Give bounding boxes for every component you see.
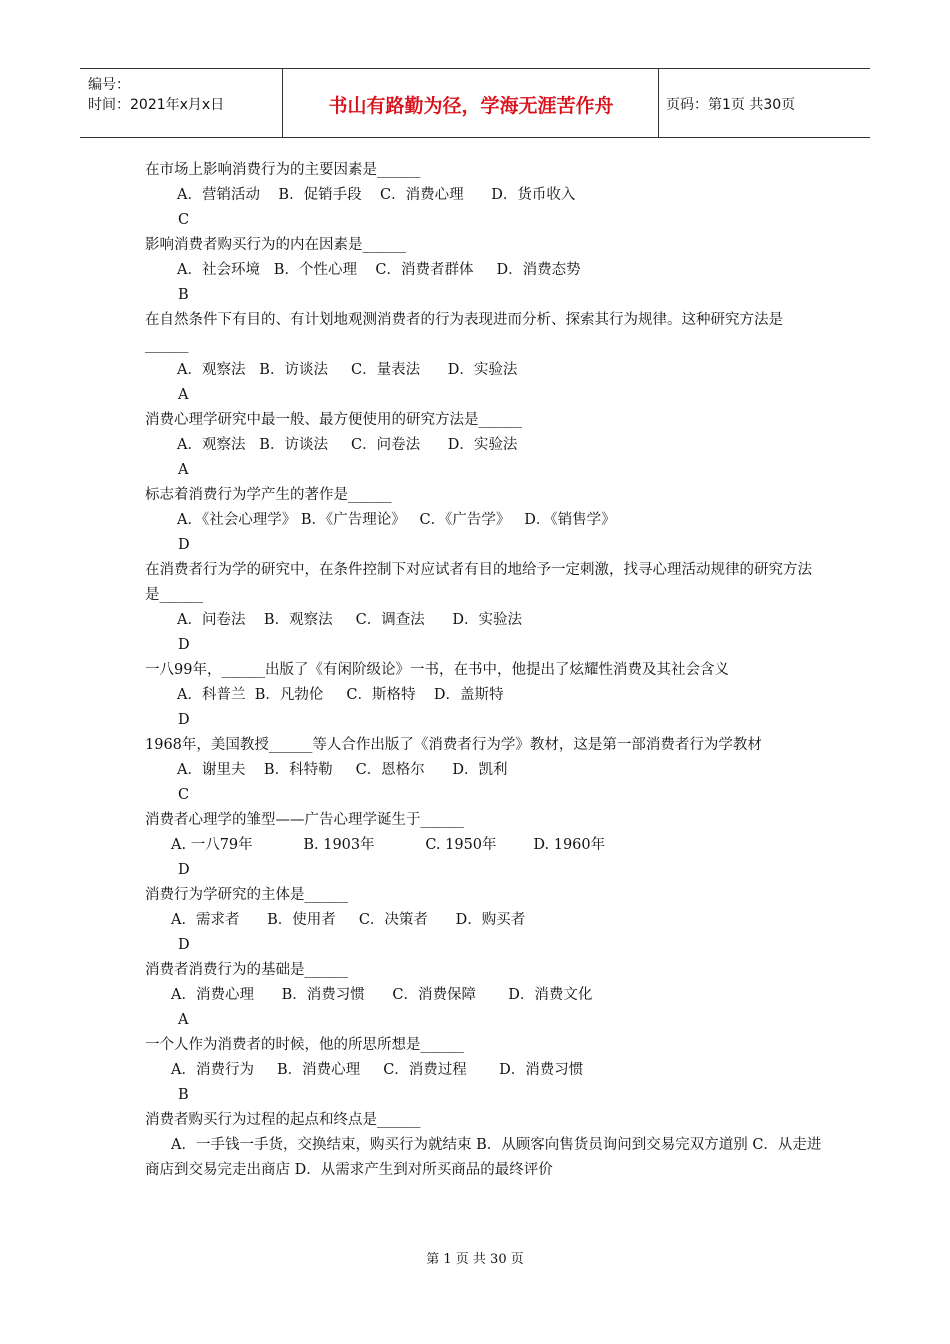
question-options: A．观察法 B．访谈法 C．量表法 D．实验法 <box>177 362 518 378</box>
code-label: 编号： <box>88 77 130 93</box>
page-footer: 第 1 页 共 30 页 <box>426 1252 524 1267</box>
question-item <box>145 658 825 733</box>
question-options: A．问卷法 B．观察法 C．调查法 D．实验法 <box>177 612 522 628</box>
question-item <box>145 883 825 958</box>
question-item <box>145 408 825 483</box>
question-text: 影响消费者购买行为的内在因素是______ <box>145 237 406 253</box>
answer-key: D <box>178 537 190 553</box>
question-options: A．谢里夫 B．科特勒 C．恩格尔 D．凯利 <box>177 762 508 778</box>
question-text: 消费心理学研究中最一般、最方便使用的研究方法是______ <box>145 412 522 428</box>
answer-key: B <box>178 287 189 303</box>
question-text: 消费行为学研究的主体是______ <box>145 887 348 903</box>
question-options: A. 一八79年 B. 1903年 C. 1950年 D. 1960年 <box>171 837 606 853</box>
question-item <box>145 558 825 658</box>
question-options: A．一手钱一手货，交换结束，购买行为就结束 B．从顾客向售货员询问到交易完双方道别 C．从走进商店到交易完走出商店 D．从需求产生到对所买商品的最终评价 <box>145 1137 822 1178</box>
answer-key: D <box>178 637 190 653</box>
header-page-info: 页码：第1页 共30页 <box>666 97 796 113</box>
question-text: 在消费者行为学的研究中，在条件控制下对应试者有目的地给予一定刺激，找寻心理活动规律的研究方法是______ <box>145 562 812 603</box>
question-list <box>145 158 825 1183</box>
answer-key: B <box>178 1087 189 1103</box>
answer-key: D <box>178 937 190 953</box>
answer-key: C <box>178 787 190 803</box>
answer-key: A <box>178 387 189 403</box>
question-options: A．《社会心理学》 B．《广告理论》 C．《广告学》 D．《销售学》 <box>177 512 616 528</box>
question-text: 1968年，美国教授______等人合作出版了《消费者行为学》教材，这是第一部消费者行为学教材 <box>145 737 762 753</box>
question-options: A．观察法 B．访谈法 C．问卷法 D．实验法 <box>177 437 518 453</box>
question-item <box>145 1033 825 1108</box>
question-text: 一八99年，______出版了《有闲阶级论》一书，在书中，他提出了炫耀性消费及其社会含义 <box>145 662 729 678</box>
question-options: A．营销活动 B．促销手段 C．消费心理 D．货币收入 <box>177 187 576 203</box>
question-item <box>145 808 825 883</box>
question-item <box>145 158 825 233</box>
question-text: 在市场上影响消费行为的主要因素是______ <box>145 162 421 178</box>
answer-key: A <box>178 1012 189 1028</box>
question-options: A．科普兰 B．凡勃伦 C．斯格特 D．盖斯特 <box>177 687 504 703</box>
answer-key: C <box>178 212 190 228</box>
header-divider <box>282 69 283 137</box>
answer-key: A <box>178 462 189 478</box>
header-divider <box>658 69 659 137</box>
question-options: A．需求者 B．使用者 C．决策者 D．购买者 <box>171 912 526 928</box>
question-options: A．社会环境 B．个性心理 C．消费者群体 D．消费态势 <box>177 262 581 278</box>
date-line: 时间：2021年x月x日 <box>88 97 225 113</box>
question-item <box>145 733 825 808</box>
question-text: 一个人作为消费者的时候，他的所思所想是______ <box>145 1037 464 1053</box>
question-text: 消费者消费行为的基础是______ <box>145 962 348 978</box>
question-item <box>145 308 825 408</box>
question-options: A．消费行为 B．消费心理 C．消费过程 D．消费习惯 <box>171 1062 584 1078</box>
question-item <box>145 233 825 308</box>
question-options: A．消费心理 B．消费习惯 C．消费保障 D．消费文化 <box>171 987 593 1003</box>
answer-key: D <box>178 862 190 878</box>
question-item <box>145 958 825 1033</box>
question-item <box>145 483 825 558</box>
question-text: 消费者购买行为过程的起点和终点是______ <box>145 1112 421 1128</box>
question-text: 标志着消费行为学产生的著作是______ <box>145 487 392 503</box>
document-header <box>80 68 870 138</box>
question-text: 在自然条件下有目的、有计划地观测消费者的行为表现进而分析、探索其行为规律。这种研究方法是______ <box>145 312 783 353</box>
header-motto: 书山有路勤为径，学海无涯苦作舟 <box>328 95 614 117</box>
question-item <box>145 1108 825 1183</box>
question-text: 消费者心理学的雏型——广告心理学诞生于______ <box>145 812 464 828</box>
answer-key: D <box>178 712 190 728</box>
